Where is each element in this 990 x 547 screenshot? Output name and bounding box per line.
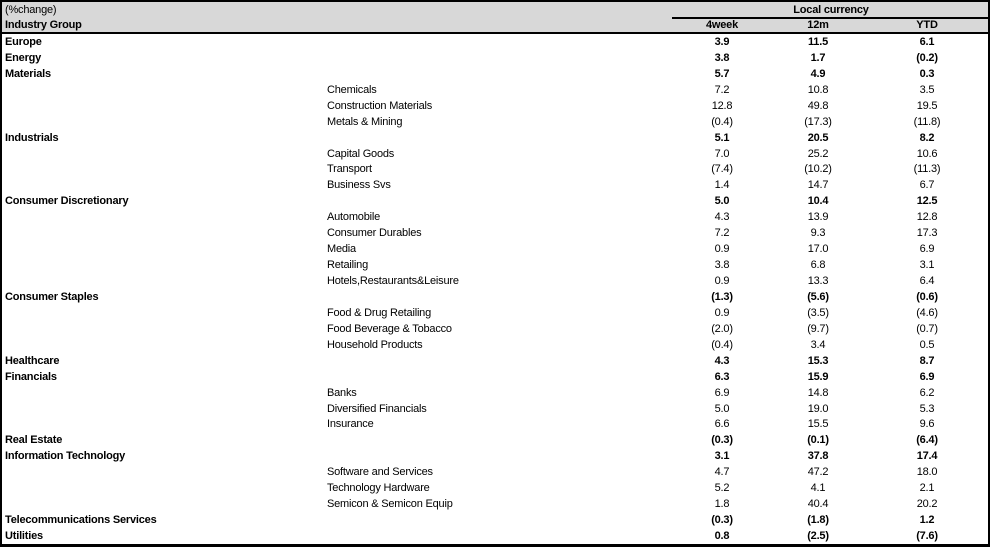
table-row: [2, 385, 988, 401]
cell-ytd: 3.1: [919, 259, 935, 272]
row-label: Europe: [5, 35, 42, 48]
cell-ytd: (4.6): [916, 306, 938, 319]
cell-12m: 49.8: [807, 99, 829, 112]
currency-underline: [672, 17, 988, 19]
cell-12m: 47.2: [807, 466, 829, 479]
column-header-12m: 12m: [807, 18, 829, 31]
cell-12m: 14.7: [807, 179, 829, 192]
table-row: [2, 225, 988, 241]
cell-4week: 6.6: [714, 418, 730, 431]
table-row: [2, 321, 988, 337]
cell-4week: 4.3: [714, 354, 730, 367]
row-label: Consumer Staples: [5, 290, 99, 303]
cell-ytd: 12.5: [916, 195, 938, 208]
row-label: Food Beverage & Tobacco: [327, 322, 452, 335]
cell-4week: 5.7: [714, 67, 730, 80]
cell-12m: 37.8: [807, 450, 829, 463]
cell-12m: 9.3: [810, 227, 826, 240]
cell-ytd: 0.5: [919, 338, 935, 351]
table-row: [2, 98, 988, 114]
cell-ytd: 2.1: [919, 482, 935, 495]
cell-12m: 6.8: [810, 259, 826, 272]
table-row: [2, 193, 988, 209]
table-row: [2, 82, 988, 98]
cell-4week: 5.1: [714, 131, 730, 144]
cell-4week: 3.8: [714, 51, 730, 64]
row-label: Consumer Durables: [327, 227, 422, 240]
table-row: [2, 130, 988, 146]
cell-ytd: 9.6: [919, 418, 935, 431]
cell-ytd: 17.3: [916, 227, 938, 240]
cell-ytd: 6.7: [919, 179, 935, 192]
table-row: [2, 50, 988, 66]
row-label: Capital Goods: [327, 147, 395, 160]
table-row: [2, 273, 988, 289]
table-row: [2, 305, 988, 321]
column-header-4week: 4week: [705, 18, 739, 31]
cell-12m: 19.0: [807, 402, 829, 415]
table-row: [2, 66, 988, 82]
cell-4week: 5.0: [714, 402, 730, 415]
cell-4week: 0.8: [714, 530, 730, 543]
cell-12m: (1.8): [807, 514, 829, 527]
cell-4week: 3.8: [714, 259, 730, 272]
row-label: Banks: [327, 386, 357, 399]
cell-4week: 1.8: [714, 498, 730, 511]
cell-4week: 12.8: [711, 99, 733, 112]
row-label: Chemicals: [327, 83, 377, 96]
row-label: Utilities: [5, 530, 43, 543]
row-label: Consumer Discretionary: [5, 195, 129, 208]
cell-4week: 3.1: [714, 450, 730, 463]
cell-ytd: 0.3: [919, 67, 935, 80]
cell-ytd: 3.5: [919, 83, 935, 96]
cell-12m: 25.2: [807, 147, 829, 160]
row-label: Food & Drug Retailing: [327, 306, 432, 319]
row-label: Real Estate: [5, 434, 63, 447]
table-row: [2, 337, 988, 353]
cell-ytd: 12.8: [916, 211, 938, 224]
cell-12m: 4.1: [810, 482, 826, 495]
table-header: [2, 2, 988, 34]
percent-change-label: (%change): [5, 3, 57, 16]
table-row: [2, 209, 988, 225]
cell-12m: 17.0: [807, 243, 829, 256]
cell-4week: 7.2: [714, 227, 730, 240]
cell-4week: 6.9: [714, 386, 730, 399]
table-row: [2, 162, 988, 178]
table-row: [2, 353, 988, 369]
cell-12m: (5.6): [807, 290, 829, 303]
table-row: [2, 528, 988, 544]
cell-4week: 7.2: [714, 83, 730, 96]
cell-ytd: 6.2: [919, 386, 935, 399]
cell-ytd: (0.2): [916, 51, 938, 64]
cell-ytd: (0.7): [916, 322, 938, 335]
cell-4week: 3.9: [714, 35, 730, 48]
row-label: Retailing: [327, 259, 369, 272]
table-row: [2, 432, 988, 448]
table-row: [2, 448, 988, 464]
row-label: Materials: [5, 67, 51, 80]
header-row-currency: [2, 2, 988, 17]
table-row: [2, 289, 988, 305]
table-row: [2, 34, 988, 50]
table-row: [2, 177, 988, 193]
row-label: Hotels,Restaurants&Leisure: [327, 275, 459, 288]
table-row: [2, 146, 988, 162]
cell-4week: 4.7: [714, 466, 730, 479]
table-row: [2, 480, 988, 496]
table-row: [2, 369, 988, 385]
cell-12m: 15.3: [807, 354, 829, 367]
cell-ytd: 6.9: [919, 243, 935, 256]
cell-12m: (2.5): [807, 530, 829, 543]
row-label: Industrials: [5, 131, 59, 144]
column-header-ytd: YTD: [916, 18, 938, 31]
cell-12m: 14.8: [807, 386, 829, 399]
row-label: Media: [327, 243, 356, 256]
cell-12m: 15.5: [807, 418, 829, 431]
cell-ytd: (11.8): [913, 115, 941, 128]
row-label: Automobile: [327, 211, 381, 224]
cell-12m: 13.9: [807, 211, 829, 224]
cell-ytd: 8.2: [919, 131, 935, 144]
cell-12m: 4.9: [810, 67, 826, 80]
local-currency-label: Local currency: [793, 3, 869, 16]
table-row: [2, 512, 988, 528]
cell-4week: 1.4: [714, 179, 730, 192]
cell-4week: (0.4): [711, 338, 733, 351]
cell-4week: 4.3: [714, 211, 730, 224]
table-body: [2, 34, 988, 544]
cell-12m: 11.5: [807, 35, 828, 48]
cell-4week: 6.3: [714, 370, 730, 383]
table-row: [2, 241, 988, 257]
row-label: Software and Services: [327, 466, 433, 479]
cell-12m: (0.1): [807, 434, 829, 447]
cell-ytd: 5.3: [919, 402, 935, 415]
row-label: Insurance: [327, 418, 374, 431]
cell-4week: (7.4): [711, 163, 733, 176]
row-label: Household Products: [327, 338, 423, 351]
cell-12m: 20.5: [807, 131, 829, 144]
table-row: [2, 417, 988, 433]
cell-ytd: 10.6: [916, 147, 938, 160]
cell-ytd: 20.2: [916, 498, 938, 511]
cell-4week: (1.3): [711, 290, 733, 303]
table-row: [2, 496, 988, 512]
cell-4week: 5.0: [714, 195, 730, 208]
cell-ytd: 8.7: [919, 354, 935, 367]
row-label: Construction Materials: [327, 99, 433, 112]
row-label: Technology Hardware: [327, 482, 430, 495]
cell-12m: (3.5): [807, 306, 829, 319]
cell-12m: 10.4: [807, 195, 829, 208]
cell-12m: 15.9: [807, 370, 829, 383]
row-label: Diversified Financials: [327, 402, 427, 415]
cell-ytd: (6.4): [916, 434, 938, 447]
cell-ytd: (7.6): [916, 530, 938, 543]
cell-4week: 0.9: [714, 306, 730, 319]
cell-12m: 3.4: [810, 338, 826, 351]
row-label: Telecommunications Services: [5, 514, 157, 527]
cell-4week: 0.9: [714, 243, 730, 256]
column-headers: [674, 19, 988, 31]
row-label: Transport: [327, 163, 372, 176]
cell-4week: 5.2: [714, 482, 730, 495]
table-row: [2, 257, 988, 273]
row-label: Metals & Mining: [327, 115, 403, 128]
row-label: Financials: [5, 370, 57, 383]
cell-4week: 0.9: [714, 275, 730, 288]
cell-ytd: 1.2: [919, 514, 935, 527]
row-label: Healthcare: [5, 354, 60, 367]
cell-ytd: (0.6): [916, 290, 938, 303]
cell-12m: (9.7): [807, 322, 829, 335]
table-row: [2, 401, 988, 417]
cell-ytd: 17.4: [916, 450, 938, 463]
cell-4week: (0.3): [711, 514, 733, 527]
cell-4week: (0.4): [711, 115, 733, 128]
header-row-columns: [2, 17, 988, 32]
industry-group-header: Industry Group: [5, 18, 82, 31]
cell-12m: 13.3: [807, 275, 829, 288]
cell-4week: (2.0): [711, 322, 733, 335]
row-label: Business Svs: [327, 179, 391, 192]
cell-12m: (17.3): [804, 115, 832, 128]
cell-ytd: 18.0: [916, 466, 938, 479]
cell-12m: 10.8: [807, 83, 829, 96]
cell-ytd: (11.3): [913, 163, 941, 176]
cell-12m: 40.4: [807, 498, 829, 511]
cell-ytd: 6.4: [919, 275, 935, 288]
cell-ytd: 6.9: [919, 370, 935, 383]
row-label: Energy: [5, 51, 42, 64]
row-label: Information Technology: [5, 450, 126, 463]
cell-12m: 1.7: [810, 51, 826, 64]
row-label: Semicon & Semicon Equip: [327, 498, 453, 511]
cell-12m: (10.2): [804, 163, 832, 176]
cell-ytd: 19.5: [916, 99, 938, 112]
cell-ytd: 6.1: [919, 35, 935, 48]
cell-4week: 7.0: [714, 147, 730, 160]
table-row: [2, 464, 988, 480]
cell-4week: (0.3): [711, 434, 733, 447]
table-row: [2, 114, 988, 130]
